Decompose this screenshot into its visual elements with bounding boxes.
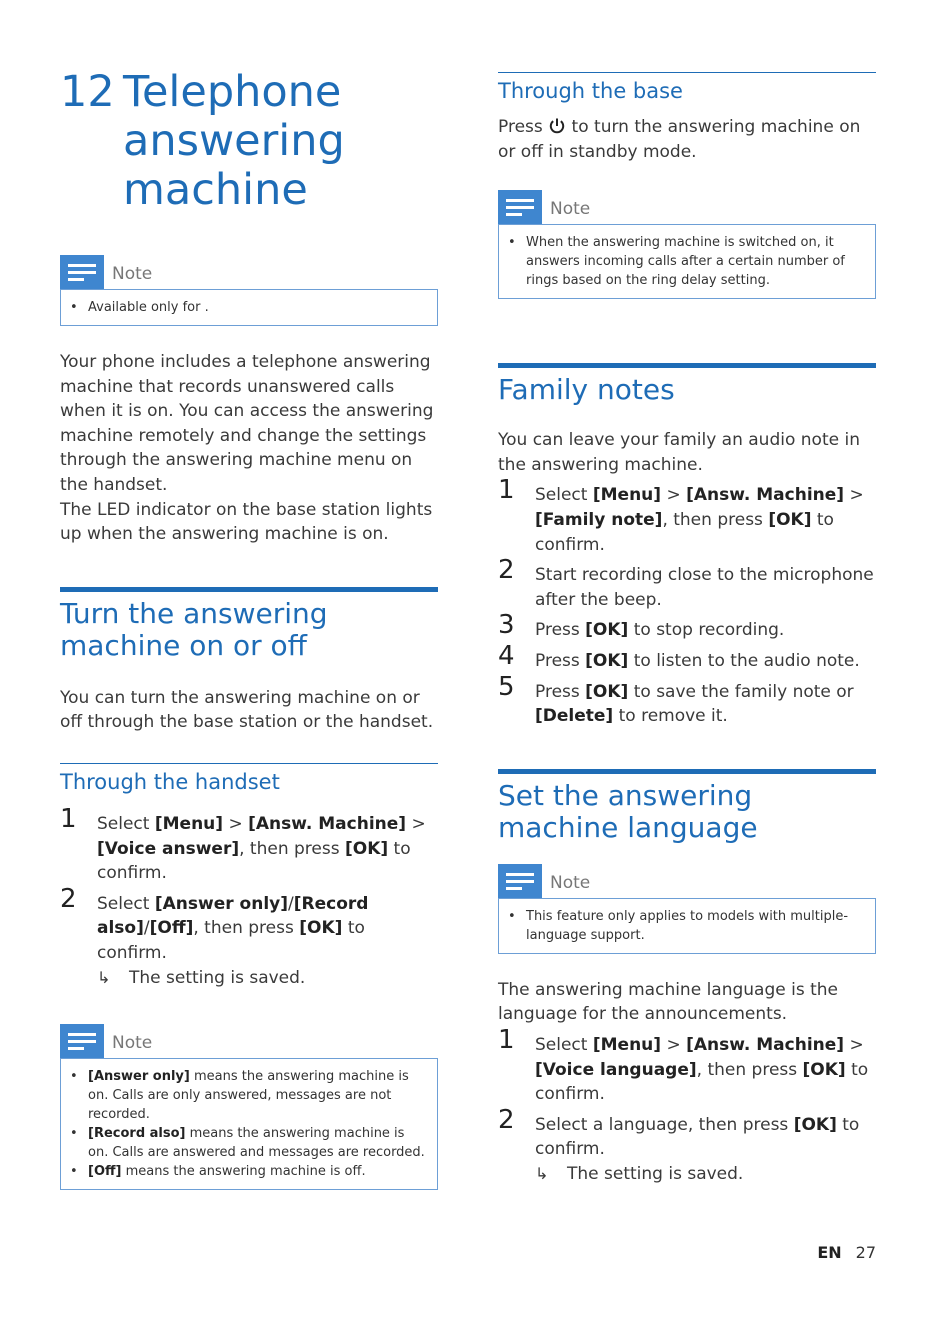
step-result: ↳ The setting is saved. [535, 1162, 876, 1187]
note-item: • [Record also] means the answering machine is on. Calls are answered and messages are recorded. [88, 1124, 427, 1162]
note-ring-delay [498, 190, 876, 299]
subheading-through-handset: Through the handset [60, 763, 438, 796]
handset-steps [60, 803, 438, 990]
step-item: 2 Select [Answer only]/[Record also]/[Off], then press [OK] to confirm. ↳ The setting is saved. [60, 892, 438, 990]
footer-language: EN [817, 1243, 842, 1262]
section-heading-language: Set the answering machine language [498, 769, 876, 844]
note-icon [498, 190, 542, 224]
section-heading-turn-on-off: Turn the answering machine on or off [60, 587, 438, 662]
right-column [498, 72, 876, 1186]
chapter-number: 12 [60, 67, 115, 117]
family-body: You can leave your family an audio note in the answering machine. [498, 430, 860, 475]
page-number: 27 [855, 1243, 876, 1262]
note-item: • This feature only applies to models with multiple-language support. [526, 907, 865, 945]
step-item: 4 Press [OK] to listen to the audio note. [498, 640, 860, 671]
note-availability [60, 255, 438, 326]
language-steps [498, 1024, 876, 1187]
step-item: 2 Start recording close to the microphone after the beep. [498, 555, 874, 610]
note-modes [60, 1024, 438, 1190]
note-label: Note [550, 199, 591, 220]
note-item: • When the answering machine is switched on, it answers incoming calls after a certain number of rings based on the ring delay setting. [526, 233, 865, 290]
note-item: • [Off] means the answering machine is off. [88, 1162, 427, 1181]
power-icon [548, 117, 566, 135]
step-item: 3 Press [OK] to stop recording. [498, 610, 785, 641]
chapter-title: Telephone answering machine [123, 67, 345, 215]
section-heading-family-notes: Family notes [498, 363, 876, 406]
note-icon [498, 864, 542, 898]
note-label: Note [112, 264, 153, 284]
note-language [498, 864, 876, 954]
chapter-heading [60, 60, 438, 215]
language-body: The answering machine language is the language for the announcements. [498, 979, 839, 1025]
step-item: 1 Select [Menu] > [Answ. Machine] > [Voice language], then press [OK] to confirm. [498, 1024, 869, 1105]
note-label: Note [112, 1033, 153, 1054]
step-item: 5 Press [OK] to save the family note or [Delete] to remove it. [498, 671, 854, 727]
page-footer [817, 1243, 876, 1262]
note-icon [60, 1024, 104, 1058]
note-item: • Available only for . [88, 298, 427, 317]
left-column [60, 60, 438, 1190]
intro-paragraph: Your phone includes a telephone answering machine that records unanswered calls when it is on. You can access the answering machine remotely and change the settings through the answering machine menu on the handset. [60, 352, 434, 495]
step-result: ↳ The setting is saved. [97, 966, 438, 991]
note-item: • [Answer only] means the answering machine is on. Calls are only answered, messages are not recorded. [88, 1067, 427, 1124]
step-item: 2 Select a language, then press [OK] to confirm. ↳ The setting is saved. [498, 1113, 876, 1187]
note-label: Note [550, 872, 591, 893]
intro-paragraph-led: The LED indicator on the base station lights up when the answering machine is on. [60, 499, 433, 545]
step-item: 1 Select [Menu] > [Answ. Machine] > [Family note], then press [OK] to confirm. [498, 475, 864, 555]
family-steps [498, 475, 876, 728]
subheading-through-base: Through the base [498, 72, 876, 105]
base-body: Press to turn the answering machine on or off in standby mode. [498, 117, 861, 162]
note-icon [60, 255, 104, 289]
turn-body: You can turn the answering machine on or off through the base station or the handset. [60, 687, 434, 733]
step-item: 1 Select [Menu] > [Answ. Machine] > [Voice answer], then press [OK] to confirm. [60, 803, 426, 884]
